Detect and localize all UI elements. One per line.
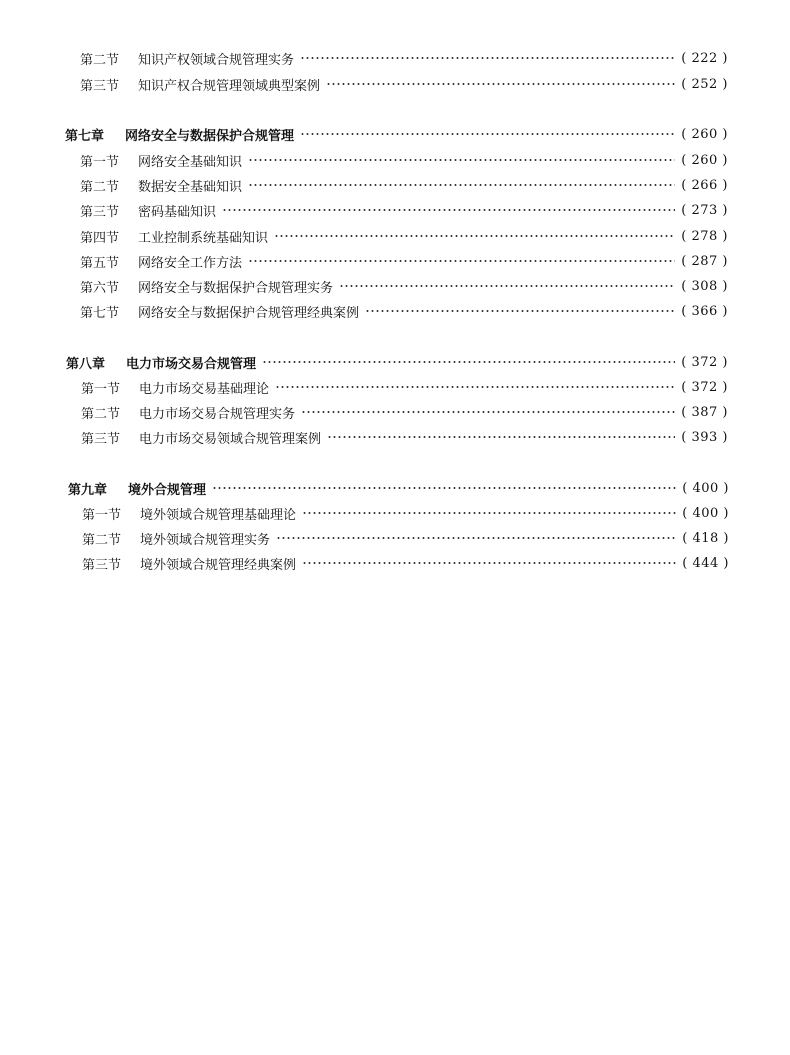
toc-section-entry[interactable] xyxy=(0,48,790,68)
dot-leader xyxy=(212,487,676,489)
dot-leader xyxy=(327,436,675,438)
dot-leader xyxy=(339,285,675,287)
page-number: ( 266 ) xyxy=(681,177,728,193)
page-number: ( 252 ) xyxy=(681,76,728,92)
section-title: 网络安全工作方法 xyxy=(138,255,243,271)
page-number: ( 222 ) xyxy=(681,50,728,66)
toc-section-entry[interactable] xyxy=(0,377,790,397)
section-number: 第三节 xyxy=(80,204,120,220)
section-title: 网络安全与数据保护合规管理经典案例 xyxy=(138,305,360,321)
toc-section-entry[interactable] xyxy=(0,251,790,271)
dot-leader xyxy=(276,537,676,539)
chapter-number: 第九章 xyxy=(68,482,108,498)
dot-leader xyxy=(365,310,675,312)
page-number: ( 273 ) xyxy=(681,202,728,218)
toc-section-entry[interactable] xyxy=(0,175,790,195)
chapter-title: 网络安全与数据保护合规管理 xyxy=(125,128,295,144)
dot-leader xyxy=(301,411,675,413)
section-number: 第二节 xyxy=(80,179,120,195)
toc-section-entry[interactable] xyxy=(0,226,790,246)
section-title: 网络安全基础知识 xyxy=(138,154,243,170)
section-number: 第四节 xyxy=(80,230,120,246)
section-title: 网络安全与数据保护合规管理实务 xyxy=(138,280,334,296)
toc-section-entry[interactable] xyxy=(0,503,790,523)
toc-chapter-entry[interactable] xyxy=(0,124,790,144)
section-title: 电力市场交易基础理论 xyxy=(139,381,270,397)
page-number: ( 308 ) xyxy=(681,278,728,294)
chapter-title: 电力市场交易合规管理 xyxy=(126,356,257,372)
section-title: 境外领域合规管理基础理论 xyxy=(140,507,297,523)
section-title: 工业控制系统基础知识 xyxy=(138,230,269,246)
toc-section-entry[interactable] xyxy=(0,528,790,548)
page-number: ( 444 ) xyxy=(682,555,729,571)
toc-section-entry[interactable] xyxy=(0,200,790,220)
dot-leader xyxy=(222,209,675,211)
section-number: 第二节 xyxy=(82,532,122,548)
page-number: ( 260 ) xyxy=(681,126,728,142)
dot-leader xyxy=(326,83,675,85)
section-title: 知识产权合规管理领域典型案例 xyxy=(138,78,321,94)
page-number: ( 418 ) xyxy=(682,530,729,546)
dot-leader xyxy=(248,260,675,262)
section-number: 第一节 xyxy=(82,507,122,523)
dot-leader xyxy=(248,159,675,161)
dot-leader xyxy=(262,361,675,363)
dot-leader xyxy=(275,386,675,388)
section-title: 电力市场交易合规管理实务 xyxy=(139,406,296,422)
page-number: ( 372 ) xyxy=(681,354,728,370)
section-number: 第三节 xyxy=(80,78,120,94)
toc-section-entry[interactable] xyxy=(0,301,790,321)
chapter-title: 境外合规管理 xyxy=(128,482,207,498)
page-number: ( 393 ) xyxy=(681,429,728,445)
section-number: 第三节 xyxy=(81,431,121,447)
dot-leader xyxy=(300,57,675,59)
toc-section-entry[interactable] xyxy=(0,427,790,447)
page-number: ( 287 ) xyxy=(681,253,728,269)
section-number: 第七节 xyxy=(80,305,120,321)
section-title: 密码基础知识 xyxy=(138,204,217,220)
toc-section-entry[interactable] xyxy=(0,553,790,573)
section-title: 数据安全基础知识 xyxy=(138,179,243,195)
dot-leader xyxy=(300,133,675,135)
toc-section-entry[interactable] xyxy=(0,74,790,94)
page-number: ( 387 ) xyxy=(681,404,728,420)
dot-leader xyxy=(274,235,675,237)
section-number: 第二节 xyxy=(81,406,121,422)
page-number: ( 400 ) xyxy=(682,480,729,496)
toc-section-entry[interactable] xyxy=(0,150,790,170)
toc-chapter-entry[interactable] xyxy=(0,478,790,498)
toc-section-entry[interactable] xyxy=(0,402,790,422)
dot-leader xyxy=(302,512,676,514)
section-number: 第三节 xyxy=(82,557,122,573)
section-number: 第一节 xyxy=(81,381,121,397)
page-number: ( 260 ) xyxy=(681,152,728,168)
section-number: 第五节 xyxy=(80,255,120,271)
section-number: 第二节 xyxy=(80,52,120,68)
chapter-number: 第七章 xyxy=(65,128,105,144)
dot-leader xyxy=(302,562,676,564)
section-number: 第六节 xyxy=(80,280,120,296)
dot-leader xyxy=(248,184,675,186)
section-title: 电力市场交易领域合规管理案例 xyxy=(139,431,322,447)
page-number: ( 400 ) xyxy=(682,505,729,521)
page-number: ( 366 ) xyxy=(681,303,728,319)
section-number: 第一节 xyxy=(80,154,120,170)
toc-chapter-entry[interactable] xyxy=(0,352,790,372)
chapter-number: 第八章 xyxy=(66,356,106,372)
section-title: 境外领域合规管理经典案例 xyxy=(140,557,297,573)
page-number: ( 372 ) xyxy=(681,379,728,395)
section-title: 境外领域合规管理实务 xyxy=(140,532,271,548)
page-number: ( 278 ) xyxy=(681,228,728,244)
toc-section-entry[interactable] xyxy=(0,276,790,296)
section-title: 知识产权领域合规管理实务 xyxy=(138,52,295,68)
